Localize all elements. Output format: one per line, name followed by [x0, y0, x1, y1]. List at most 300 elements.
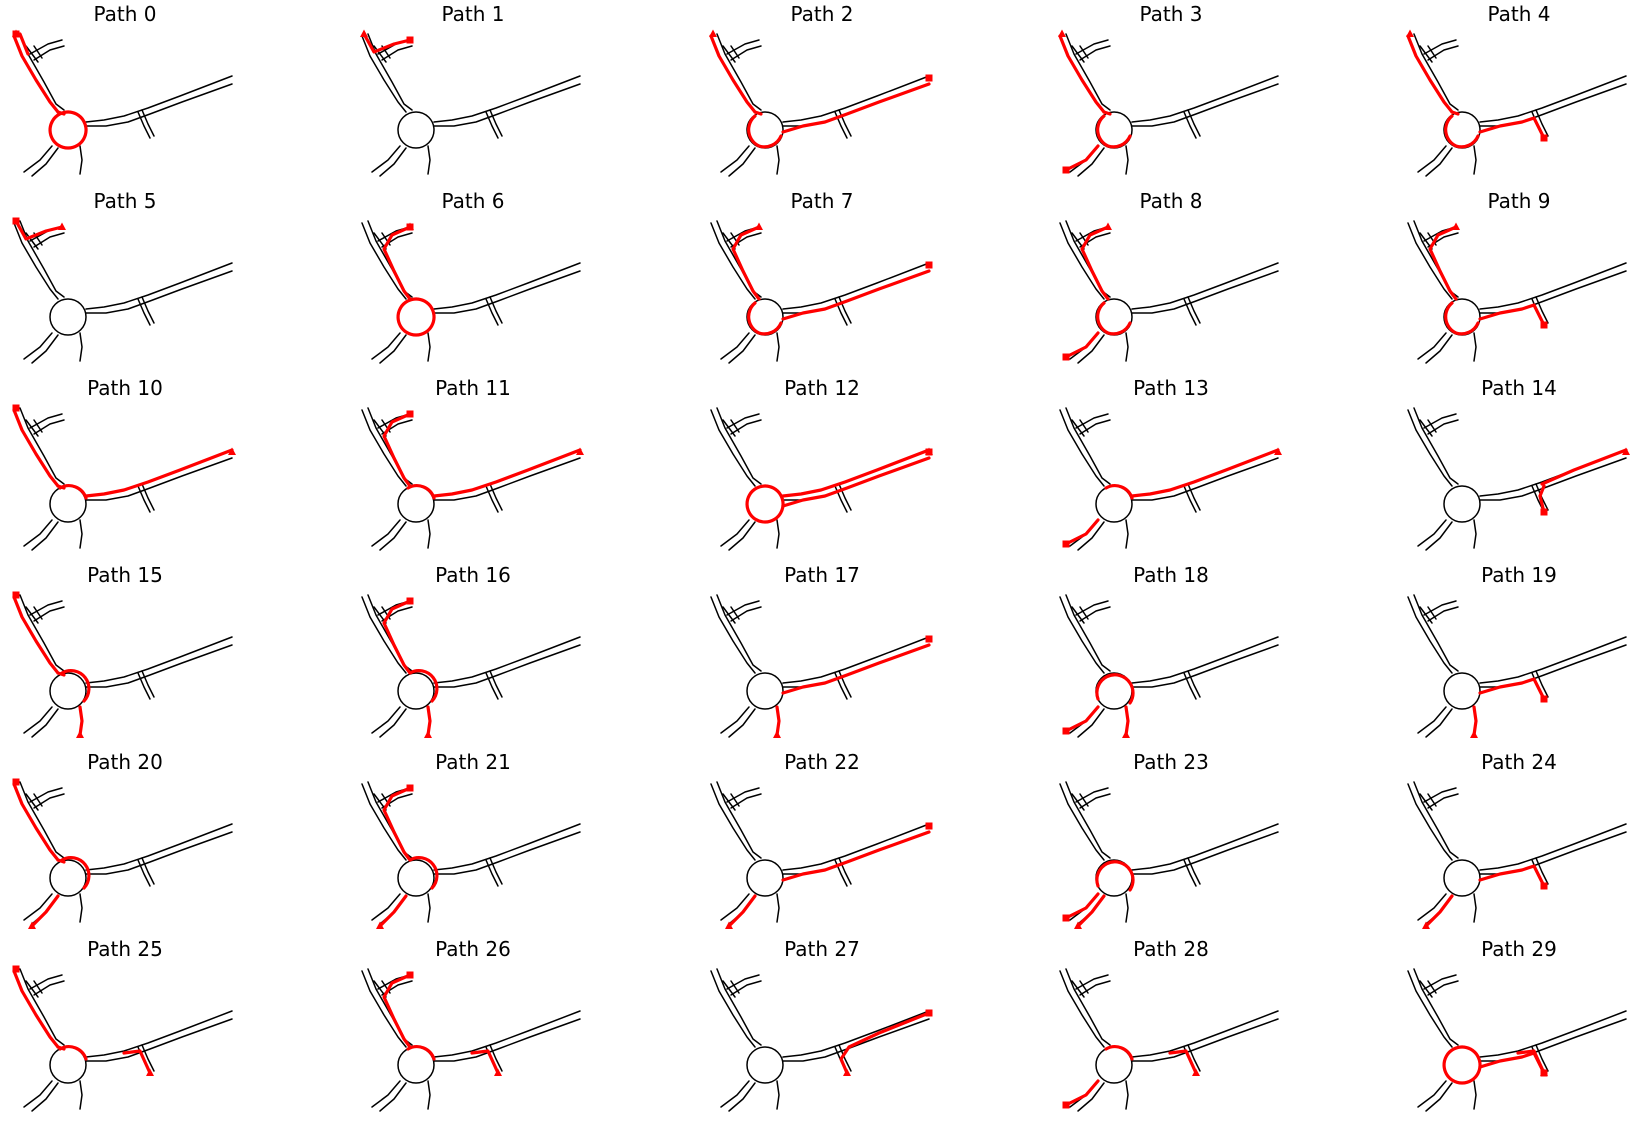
road-network-map — [0, 963, 250, 1123]
road-segment — [1426, 522, 1452, 550]
path-panel-5 — [0, 187, 340, 374]
path-route-loop_top — [60, 1047, 86, 1059]
road-segment — [1480, 76, 1626, 122]
road-segment — [80, 146, 82, 174]
road-segment — [1066, 969, 1110, 1045]
path-route-south_stub — [428, 707, 430, 735]
path-route-loop_top — [60, 486, 86, 498]
path-route-loop_half — [1446, 116, 1478, 147]
start-marker-square — [1541, 509, 1548, 516]
panel-title: Path 13 — [1133, 376, 1209, 400]
road-segment — [428, 1081, 430, 1109]
path-route-loop — [398, 299, 434, 335]
path-route-south_stub — [777, 707, 779, 735]
path-panel-18 — [1046, 561, 1386, 748]
panel-title: Path 7 — [790, 189, 854, 213]
road-network-map — [1046, 215, 1296, 375]
panel-title: Path 26 — [435, 937, 511, 961]
road-network-map — [1394, 28, 1635, 188]
road-segment — [729, 709, 755, 737]
road-segment — [777, 146, 779, 174]
road-segment — [50, 299, 86, 335]
path-panel-4 — [1394, 0, 1635, 187]
road-segment — [729, 1083, 755, 1111]
road-segment — [783, 637, 929, 683]
road-segment — [711, 971, 755, 1047]
road-segment — [380, 1083, 406, 1111]
panel-title: Path 3 — [1139, 2, 1203, 26]
road-network-map — [0, 402, 250, 562]
road-network-map — [348, 963, 598, 1123]
road-segment — [1408, 36, 1452, 112]
road-segment — [711, 223, 755, 299]
road-network-map — [697, 776, 947, 936]
start-marker-square — [1063, 167, 1070, 174]
road-segment — [729, 522, 755, 550]
road-segment — [1060, 223, 1104, 299]
road-segment — [372, 333, 400, 359]
road-network-map — [697, 402, 947, 562]
path-panel-28 — [1046, 935, 1386, 1122]
road-segment — [721, 146, 749, 172]
start-marker-square — [926, 75, 933, 82]
road-segment — [721, 1081, 749, 1107]
road-segment — [783, 824, 929, 870]
road-segment — [1132, 824, 1278, 870]
road-segment — [80, 333, 82, 361]
path-panel-2 — [697, 0, 1037, 187]
road-segment — [24, 707, 52, 733]
road-segment — [14, 971, 58, 1047]
road-network-map — [1394, 402, 1635, 562]
road-segment — [20, 408, 64, 484]
road-segment — [1414, 782, 1458, 858]
start-marker-square — [407, 972, 414, 979]
path-panel-3 — [1046, 0, 1386, 187]
panel-title: Path 12 — [784, 376, 860, 400]
road-segment — [711, 784, 755, 860]
road-segment — [1480, 637, 1626, 683]
path-route-loop_top — [1106, 486, 1132, 498]
road-segment — [20, 595, 64, 671]
road-segment — [14, 597, 58, 673]
road-segment — [1474, 333, 1476, 361]
road-segment — [1444, 486, 1480, 522]
road-network-map — [1046, 28, 1296, 188]
road-segment — [1060, 36, 1104, 112]
panel-title: Path 6 — [441, 189, 505, 213]
end-marker-triangle — [76, 731, 84, 739]
road-network-map — [1394, 215, 1635, 375]
path-route-nw_link — [1104, 112, 1110, 114]
road-segment — [32, 709, 58, 737]
road-segment — [747, 673, 783, 709]
path-route-south_stub — [1474, 707, 1476, 735]
panel-title: Path 14 — [1481, 376, 1557, 400]
road-segment — [1414, 969, 1458, 1045]
path-panel-0 — [0, 0, 340, 187]
path-route-nw_exit — [1060, 36, 1104, 112]
road-segment — [1426, 709, 1452, 737]
road-segment — [777, 894, 779, 922]
road-segment — [1066, 34, 1110, 110]
start-marker-square — [1063, 1102, 1070, 1109]
start-marker-square — [13, 966, 20, 973]
panel-title: Path 28 — [1133, 937, 1209, 961]
road-segment — [1408, 784, 1452, 860]
road-segment — [1060, 784, 1104, 860]
path-route-east_main — [783, 645, 929, 693]
start-marker-square — [1541, 322, 1548, 329]
start-marker-square — [13, 405, 20, 412]
road-segment — [380, 522, 406, 550]
path-route-loop_half — [749, 303, 781, 334]
path-panel-23 — [1046, 748, 1386, 935]
path-route-sw_road — [1066, 520, 1098, 544]
path-route-east_main — [783, 832, 929, 880]
road-network-map — [348, 215, 598, 375]
road-segment — [711, 36, 755, 112]
path-panel-10 — [0, 374, 340, 561]
path-route-south_stub — [1126, 707, 1128, 735]
road-segment — [1132, 637, 1278, 683]
path-route-nw_exit — [14, 971, 58, 1047]
road-network-map — [348, 402, 598, 562]
road-segment — [32, 335, 58, 363]
end-marker-triangle — [360, 30, 368, 38]
road-segment — [777, 1081, 779, 1109]
road-segment — [80, 894, 82, 922]
road-segment — [380, 335, 406, 363]
road-segment — [747, 1047, 783, 1083]
start-marker-square — [1541, 883, 1548, 890]
road-segment — [1060, 410, 1104, 486]
path-panel-29 — [1394, 935, 1635, 1122]
path-panel-19 — [1394, 561, 1635, 748]
road-segment — [1474, 520, 1476, 548]
road-network-map — [0, 215, 250, 375]
road-segment — [428, 333, 430, 361]
end-marker-triangle — [1058, 30, 1066, 38]
path-panel-6 — [348, 187, 688, 374]
road-network-map — [1046, 776, 1296, 936]
path-route-sw_road — [1066, 146, 1098, 170]
panel-title: Path 8 — [1139, 189, 1203, 213]
road-network-map — [697, 963, 947, 1123]
path-route-nw_exit — [1408, 36, 1452, 112]
road-network-map — [1046, 402, 1296, 562]
road-segment — [1418, 146, 1446, 172]
road-segment — [1414, 595, 1458, 671]
road-segment — [1132, 76, 1278, 122]
road-segment — [362, 223, 406, 299]
road-segment — [434, 824, 580, 870]
road-network-map — [697, 589, 947, 749]
path-panel-7 — [697, 187, 1037, 374]
path-route-loop_half — [1098, 116, 1130, 147]
road-network-map — [697, 215, 947, 375]
road-segment — [1126, 333, 1128, 361]
road-segment — [717, 969, 761, 1045]
road-network-map — [697, 28, 947, 188]
road-segment — [1066, 782, 1110, 858]
panel-title: Path 18 — [1133, 563, 1209, 587]
road-network-map — [0, 28, 250, 188]
path-panel-14 — [1394, 374, 1635, 561]
road-segment — [783, 1011, 929, 1057]
road-segment — [24, 1081, 52, 1107]
road-segment — [1474, 894, 1476, 922]
path-route-east_upper — [434, 450, 580, 496]
road-segment — [434, 1011, 580, 1057]
path-route-loop_half — [1446, 303, 1478, 334]
road-segment — [1408, 597, 1452, 673]
road-segment — [24, 146, 52, 172]
end-marker-triangle — [1452, 223, 1460, 231]
path-route-loop_top_full — [1097, 675, 1133, 703]
road-segment — [32, 1083, 58, 1111]
path-route-loop — [747, 486, 783, 522]
road-segment — [1426, 1083, 1452, 1111]
panel-title: Path 1 — [441, 2, 505, 26]
panel-title: Path 25 — [87, 937, 163, 961]
start-marker-square — [1541, 696, 1548, 703]
road-segment — [1126, 1081, 1128, 1109]
road-segment — [1444, 860, 1480, 896]
road-segment — [1444, 673, 1480, 709]
start-marker-square — [926, 636, 933, 643]
road-segment — [1480, 263, 1626, 309]
road-segment — [380, 148, 406, 176]
panel-title: Path 21 — [435, 750, 511, 774]
start-marker-square — [1063, 728, 1070, 735]
road-network-map — [1046, 963, 1296, 1123]
path-panel-12 — [697, 374, 1037, 561]
road-segment — [14, 36, 58, 112]
road-segment — [1132, 263, 1278, 309]
path-route-nw_link — [1452, 112, 1458, 114]
road-network-map — [348, 776, 598, 936]
start-marker-square — [13, 779, 20, 786]
path-panel-13 — [1046, 374, 1386, 561]
panel-title: Path 23 — [1133, 750, 1209, 774]
path-route-south_stub — [80, 707, 82, 735]
path-route-east_main — [783, 84, 929, 132]
path-route-nw_exit — [14, 36, 58, 112]
panel-title: Path 27 — [784, 937, 860, 961]
road-segment — [14, 784, 58, 860]
road-segment — [729, 335, 755, 363]
road-segment — [20, 782, 64, 858]
path-route-east_upper — [783, 450, 929, 496]
road-segment — [428, 520, 430, 548]
road-segment — [721, 520, 749, 546]
start-marker-square — [407, 785, 414, 792]
road-segment — [717, 782, 761, 858]
start-marker-square — [1063, 915, 1070, 922]
road-segment — [1418, 1081, 1446, 1107]
path-panel-20 — [0, 748, 340, 935]
start-marker-square — [1063, 354, 1070, 361]
panel-title: Path 5 — [93, 189, 157, 213]
road-segment — [1066, 408, 1110, 484]
road-segment — [1426, 148, 1452, 176]
start-marker-square — [407, 598, 414, 605]
path-route-nw_exit — [14, 784, 58, 860]
road-segment — [362, 971, 406, 1047]
path-route-nw_exit — [711, 36, 755, 112]
path-panel-25 — [0, 935, 340, 1122]
road-segment — [1408, 410, 1452, 486]
path-panel-22 — [697, 748, 1037, 935]
panel-title: Path 11 — [435, 376, 511, 400]
end-marker-triangle — [1104, 223, 1112, 231]
start-marker-square — [407, 411, 414, 418]
path-route-loop_half — [1098, 303, 1130, 334]
road-segment — [20, 34, 64, 110]
road-segment — [1474, 1081, 1476, 1109]
panel-title: Path 15 — [87, 563, 163, 587]
panel-title: Path 0 — [93, 2, 157, 26]
path-route-loop — [50, 112, 86, 148]
road-segment — [398, 860, 434, 896]
road-network-map — [1394, 776, 1635, 936]
panel-title: Path 17 — [784, 563, 860, 587]
start-marker-square — [13, 592, 20, 599]
road-segment — [1408, 971, 1452, 1047]
road-segment — [362, 597, 406, 673]
panel-title: Path 19 — [1481, 563, 1557, 587]
road-segment — [428, 146, 430, 174]
road-segment — [721, 333, 749, 359]
road-segment — [777, 520, 779, 548]
road-segment — [86, 76, 232, 122]
end-marker-triangle — [709, 30, 717, 38]
road-segment — [20, 969, 64, 1045]
road-segment — [1426, 335, 1452, 363]
path-panel-17 — [697, 561, 1037, 748]
road-segment — [1060, 971, 1104, 1047]
path-route-east_upper_mid — [841, 1013, 929, 1073]
path-panel-16 — [348, 561, 688, 748]
panel-title: Path 16 — [435, 563, 511, 587]
path-panel-26 — [348, 935, 688, 1122]
road-network-map — [348, 589, 598, 749]
road-segment — [1480, 1011, 1626, 1057]
path-route-east_upper — [1132, 450, 1278, 496]
road-segment — [1418, 333, 1446, 359]
start-marker-square — [13, 218, 20, 225]
path-route-east_upper — [86, 450, 232, 496]
path-panel-8 — [1046, 187, 1386, 374]
road-segment — [50, 673, 86, 709]
road-segment — [1066, 595, 1110, 671]
road-network-map — [0, 589, 250, 749]
road-segment — [721, 707, 749, 733]
road-segment — [783, 76, 929, 122]
road-network-map — [1046, 589, 1296, 749]
path-panel-15 — [0, 561, 340, 748]
road-segment — [717, 408, 761, 484]
path-route-nw_link — [755, 112, 761, 114]
road-segment — [372, 520, 400, 546]
road-segment — [14, 410, 58, 486]
start-marker-square — [926, 1010, 933, 1017]
path-route-loop_top_full — [1097, 862, 1133, 890]
road-segment — [783, 263, 929, 309]
road-segment — [80, 520, 82, 548]
road-segment — [86, 1011, 232, 1057]
road-segment — [1414, 34, 1458, 110]
panel-title: Path 10 — [87, 376, 163, 400]
path-route-loop_top — [408, 486, 434, 498]
road-segment — [32, 522, 58, 550]
path-route-loop_top — [408, 1047, 434, 1059]
path-panel-21 — [348, 748, 688, 935]
road-segment — [362, 784, 406, 860]
road-segment — [80, 1081, 82, 1109]
road-segment — [1414, 408, 1458, 484]
start-marker-square — [1541, 135, 1548, 142]
road-segment — [50, 860, 86, 896]
road-segment — [372, 1081, 400, 1107]
end-marker-triangle — [424, 731, 432, 739]
road-segment — [717, 34, 761, 110]
road-segment — [372, 146, 400, 172]
panel-title: Path 2 — [790, 2, 854, 26]
path-panel-11 — [348, 374, 688, 561]
road-segment — [434, 263, 580, 309]
road-network-map — [1394, 963, 1635, 1123]
road-segment — [86, 637, 232, 683]
end-marker-triangle — [755, 223, 763, 231]
road-segment — [380, 709, 406, 737]
path-route-loop_half — [749, 116, 781, 147]
end-marker-triangle — [1470, 731, 1478, 739]
road-segment — [362, 410, 406, 486]
path-panel-9 — [1394, 187, 1635, 374]
road-segment — [711, 410, 755, 486]
start-marker-square — [407, 37, 414, 44]
road-segment — [717, 595, 761, 671]
path-panel-1 — [348, 0, 688, 187]
road-segment — [1126, 894, 1128, 922]
road-segment — [1408, 223, 1452, 299]
end-marker-triangle — [1122, 731, 1130, 739]
panel-title: Path 4 — [1487, 2, 1551, 26]
road-segment — [777, 333, 779, 361]
path-route-nw_exit — [14, 597, 58, 673]
path-route-east_upper_short — [1542, 450, 1626, 484]
road-segment — [398, 673, 434, 709]
road-segment — [398, 112, 434, 148]
panel-title: Path 29 — [1481, 937, 1557, 961]
road-segment — [1418, 520, 1446, 546]
road-segment — [434, 637, 580, 683]
panel-title: Path 24 — [1481, 750, 1557, 774]
road-segment — [428, 894, 430, 922]
road-segment — [434, 76, 580, 122]
path-route-sw_road — [1066, 333, 1098, 357]
start-marker-square — [926, 823, 933, 830]
road-segment — [24, 520, 52, 546]
road-segment — [1060, 597, 1104, 673]
road-segment — [1418, 707, 1446, 733]
road-segment — [372, 707, 400, 733]
path-route-sw_road — [1066, 707, 1098, 731]
path-route-sw_road — [1066, 894, 1098, 918]
path-panel-27 — [697, 935, 1037, 1122]
